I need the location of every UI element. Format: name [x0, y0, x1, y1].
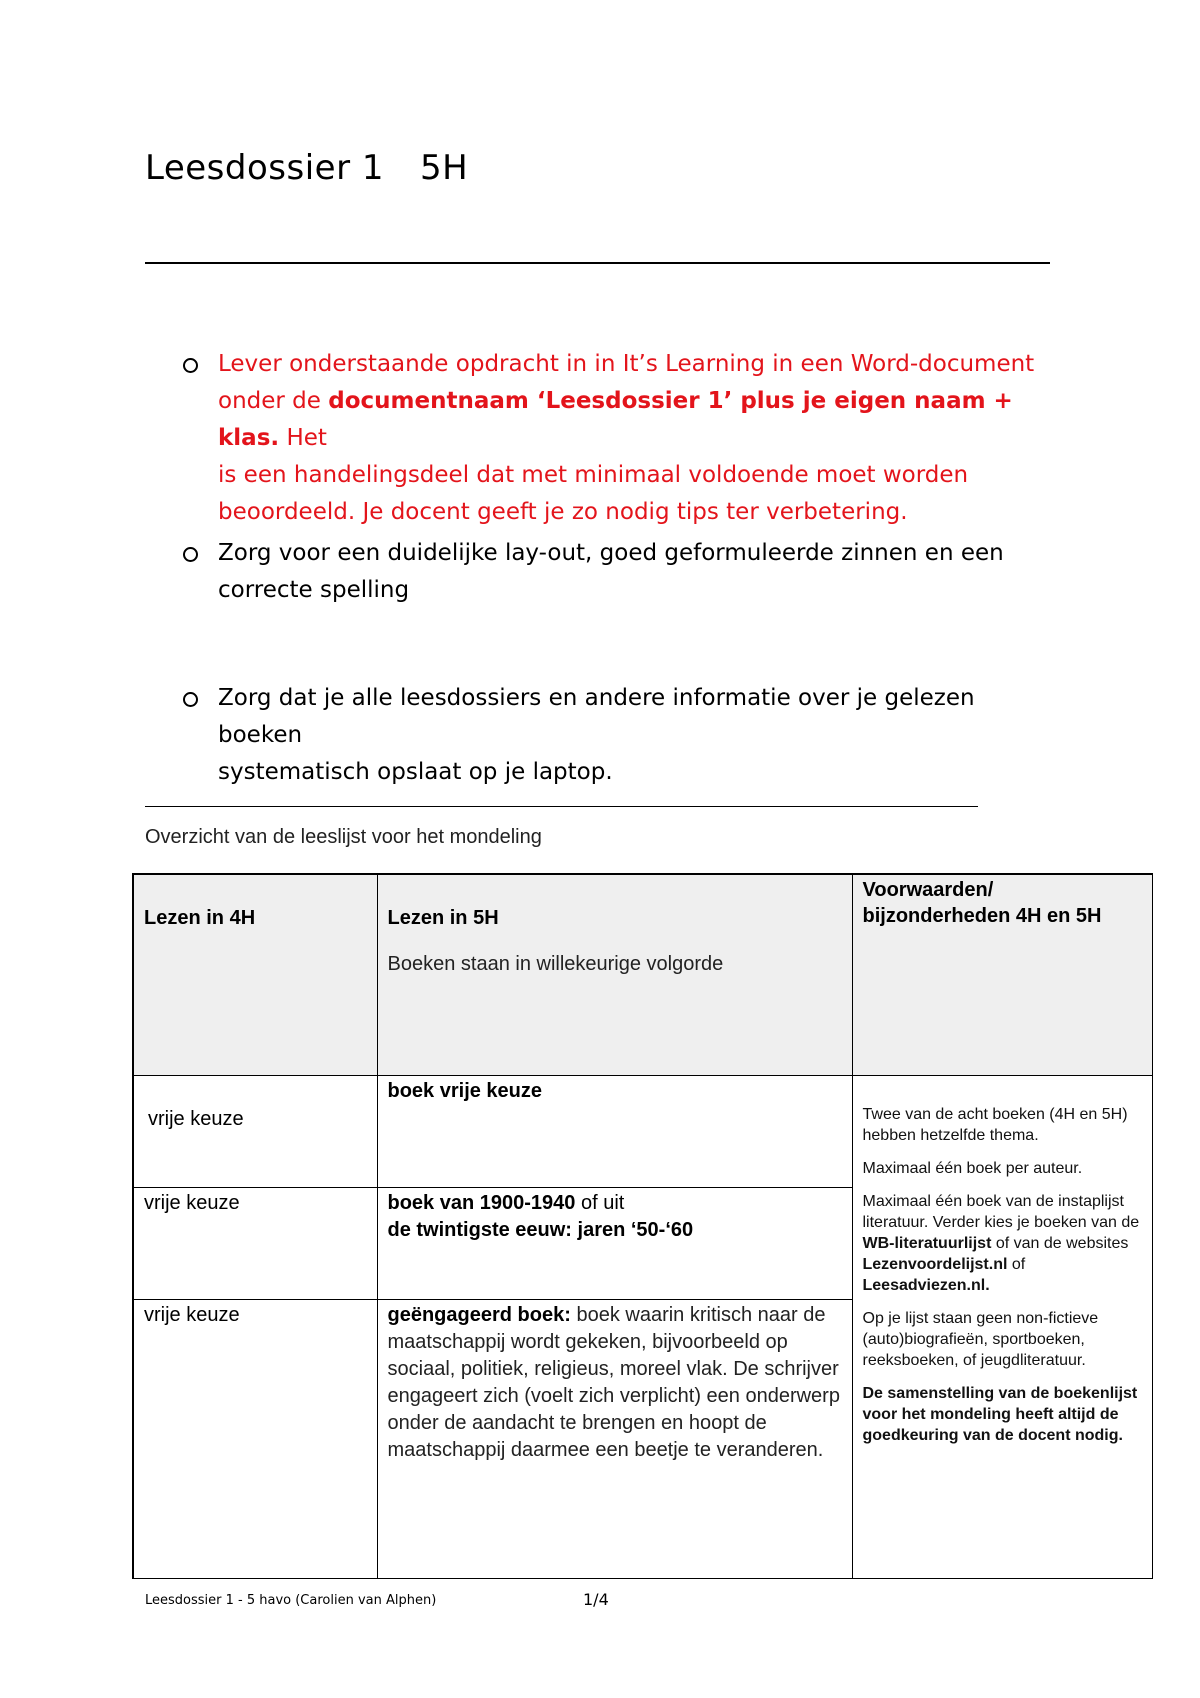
bullet-icon — [183, 358, 198, 373]
conditions-cell: Twee van de acht boeken (4H en 5H) hebben hetzelfde thema. Maximaal één boek per auteur. Maximaal één boek van de instaplijst literatuur. Verder kies je boeken van de WB-literatuurlijst of van de websites Lezenvoordelijst.nl of Leesadviezen.nl. Op je lijst staan geen non-fictieve (auto)biografieën, sportboeken, reeksboeken, of jeugdliteratuur. De samenstelling van de boekenlijst voor het mondeling heeft altijd de goedkeuring van de docent nodig. — [852, 1076, 1152, 1579]
instruction-submit: Lever onderstaande opdracht in in It’s Learning in een Word-document onder de documentnaam ‘Leesdossier 1’ plus je eigen naam + klas. Het is een handelingsdeel dat met minimaal voldoende moet worden beoordeeld. Je docent geeft je zo nodig tips ter verbetering. — [218, 351, 1035, 525]
instruction-save: Zorg dat je alle leesdossiers en andere informatie over je gelezen boeken systematisch opslaat op je laptop. — [218, 685, 975, 785]
page-number: 1/4 — [583, 1590, 609, 1609]
bullet-icon — [183, 692, 198, 707]
bullet-icon — [183, 547, 198, 562]
reading-list-table — [132, 873, 1153, 1579]
table-row: vrije keuze geëngageerd boek: boek waarin kritisch naar de maatschappij wordt gekeken, bijvoorbeeld op sociaal, politiek, religieus, moreel vlak. De schrijver engageert zich (voelt zich verplicht) een onderwerp onder de aandacht te brengen en hoopt de maatschappij daarmee een beetje te veranderen. — [133, 1300, 1152, 1579]
table-header-row — [133, 874, 1152, 1076]
header-5h: Lezen in 5H Boeken staan in willekeurige volgorde — [377, 874, 852, 1076]
footer-text: Leesdossier 1 - 5 havo (Carolien van Alphen) — [145, 1593, 437, 1608]
page-title — [145, 148, 468, 188]
overview-title: Overzicht van de leeslijst voor het mondeling — [145, 826, 542, 848]
title-underline — [145, 262, 1050, 264]
section-divider — [145, 806, 978, 807]
header-4h: Lezen in 4H — [133, 874, 377, 1076]
table-row: vrije keuze boek vrije keuze Twee van de acht boeken (4H en 5H) hebben hetzelfde thema. Maximaal één boek per auteur. Maximaal één boek van de instaplijst literatuur. Verder kies je boeken van de WB-literatuurlijst of van de websites Lezenvoordelijst.nl of Leesadviezen.nl. Op je lijst staan geen non-fictieve (auto)biografieën, sportboeken, reeksboeken, of jeugdliteratuur. De samenstelling van de boekenlijst voor het mondeling heeft altijd de goedkeuring van de docent nodig. — [133, 1076, 1152, 1188]
title-class: 5H — [420, 148, 469, 188]
title-main: Leesdossier 1 — [145, 148, 384, 188]
table-row: vrije keuze boek van 1900-1940 of uit de twintigste eeuw: jaren ‘50-‘60 — [133, 1188, 1152, 1300]
header-conditions: Voorwaarden/ bijzonderheden 4H en 5H — [852, 874, 1152, 1076]
instruction-layout: Zorg voor een duidelijke lay-out, goed geformuleerde zinnen en een correcte spelling — [218, 540, 1004, 603]
